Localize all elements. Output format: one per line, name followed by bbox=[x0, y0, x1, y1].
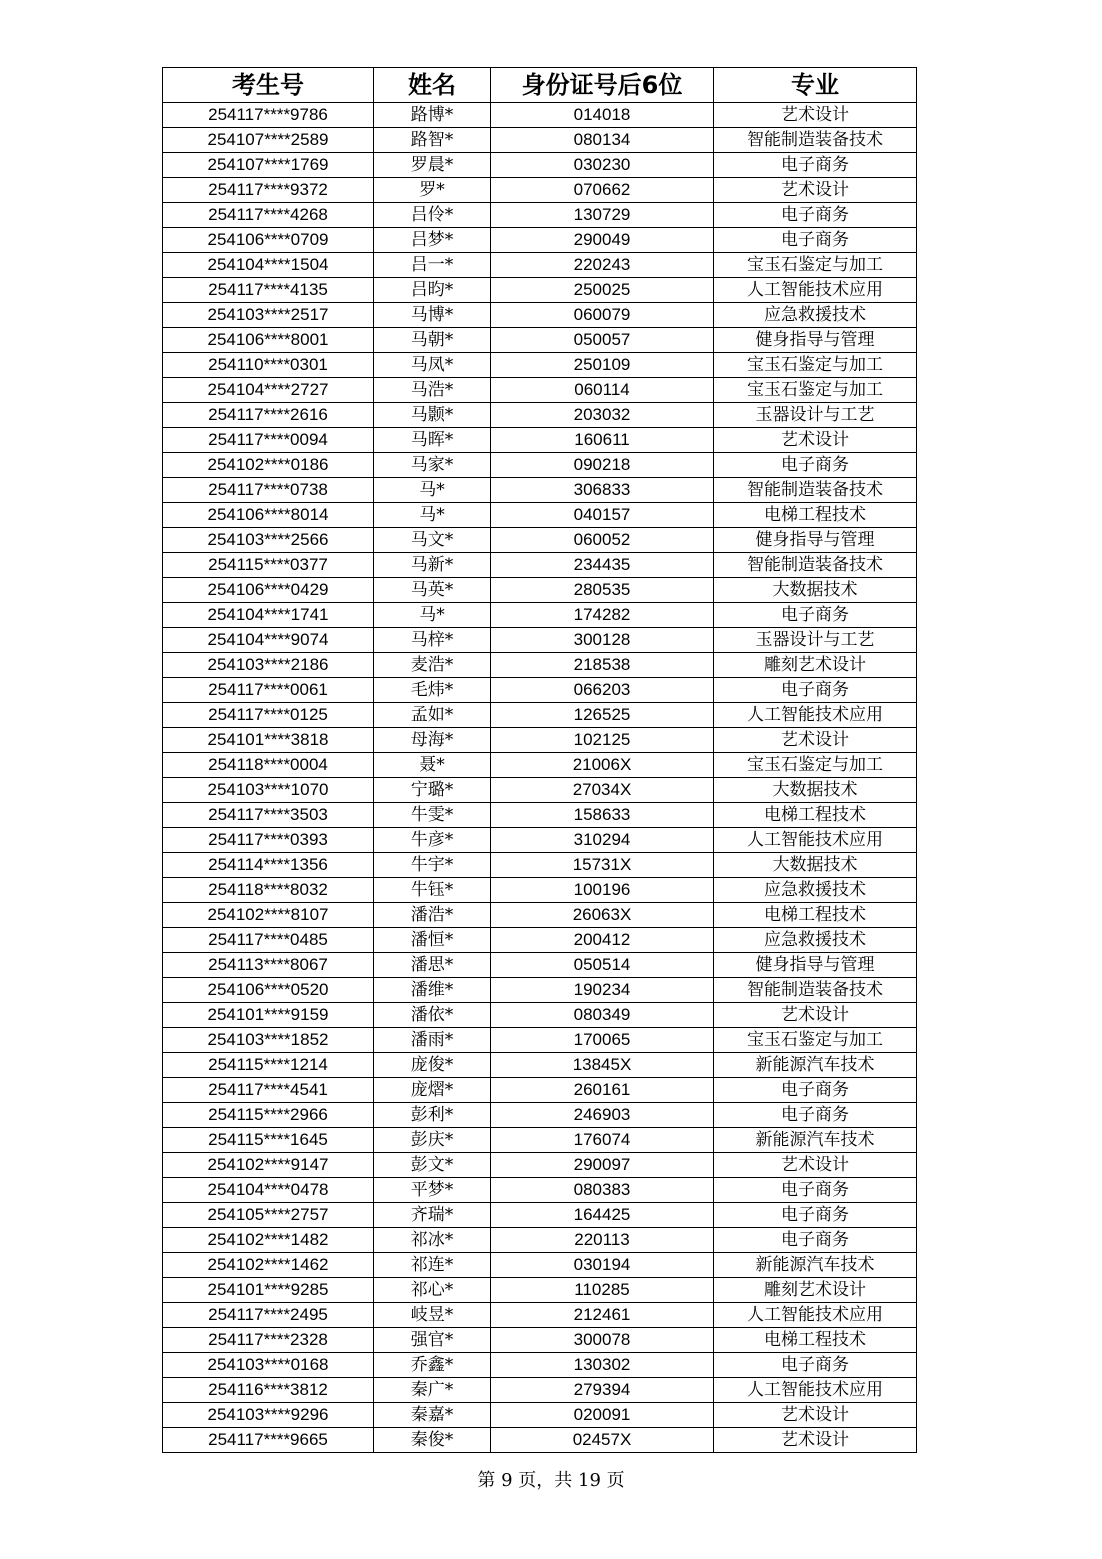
table-row bbox=[163, 653, 917, 678]
student-name-cell: 牛宇* bbox=[374, 853, 491, 878]
exam-number-cell: 254113****8067 bbox=[163, 953, 374, 978]
page-footer: 第 9 页，共 19 页 bbox=[477, 1470, 625, 1491]
table-row bbox=[163, 153, 917, 178]
student-name-cell: 秦嘉* bbox=[374, 1403, 491, 1428]
student-name-cell: 罗晨* bbox=[374, 153, 491, 178]
student-table bbox=[162, 67, 917, 1453]
student-name-cell: 毛炜* bbox=[374, 678, 491, 703]
exam-number-cell: 254103****1852 bbox=[163, 1028, 374, 1053]
table-row bbox=[163, 978, 917, 1003]
exam-number-cell: 254102****1482 bbox=[163, 1228, 374, 1253]
major-cell: 宝玉石鉴定与加工 bbox=[714, 378, 917, 403]
student-name-cell: 马文* bbox=[374, 528, 491, 553]
id-last6-cell: 21006X bbox=[491, 753, 714, 778]
exam-number-cell: 254117****2495 bbox=[163, 1303, 374, 1328]
major-cell: 玉器设计与工艺 bbox=[714, 403, 917, 428]
header-id-last6: 身份证号后6位 bbox=[491, 68, 714, 103]
student-name-cell: 路博* bbox=[374, 103, 491, 128]
id-last6-cell: 260161 bbox=[491, 1078, 714, 1103]
student-name-cell: 祁冰* bbox=[374, 1228, 491, 1253]
major-cell: 电子商务 bbox=[714, 1178, 917, 1203]
exam-number-cell: 254105****2757 bbox=[163, 1203, 374, 1228]
id-last6-cell: 014018 bbox=[491, 103, 714, 128]
table-row bbox=[163, 1353, 917, 1378]
table-row bbox=[163, 1328, 917, 1353]
table-row bbox=[163, 678, 917, 703]
student-name-cell: 马* bbox=[374, 503, 491, 528]
major-cell: 健身指导与管理 bbox=[714, 528, 917, 553]
header-major: 专业 bbox=[714, 68, 917, 103]
major-cell: 电子商务 bbox=[714, 228, 917, 253]
id-last6-cell: 246903 bbox=[491, 1103, 714, 1128]
student-name-cell: 母海* bbox=[374, 728, 491, 753]
exam-number-cell: 254117****3503 bbox=[163, 803, 374, 828]
table-row bbox=[163, 178, 917, 203]
id-last6-cell: 130729 bbox=[491, 203, 714, 228]
exam-number-cell: 254116****3812 bbox=[163, 1378, 374, 1403]
table-row bbox=[163, 1203, 917, 1228]
exam-number-cell: 254103****9296 bbox=[163, 1403, 374, 1428]
exam-number-cell: 254117****0094 bbox=[163, 428, 374, 453]
exam-number-cell: 254106****0520 bbox=[163, 978, 374, 1003]
id-last6-cell: 290097 bbox=[491, 1153, 714, 1178]
id-last6-cell: 174282 bbox=[491, 603, 714, 628]
major-cell: 人工智能技术应用 bbox=[714, 828, 917, 853]
student-name-cell: 潘维* bbox=[374, 978, 491, 1003]
id-last6-cell: 306833 bbox=[491, 478, 714, 503]
id-last6-cell: 13845X bbox=[491, 1053, 714, 1078]
student-name-cell: 彭利* bbox=[374, 1103, 491, 1128]
id-last6-cell: 080134 bbox=[491, 128, 714, 153]
exam-number-cell: 254117****4135 bbox=[163, 278, 374, 303]
id-last6-cell: 220243 bbox=[491, 253, 714, 278]
table-row bbox=[163, 428, 917, 453]
exam-number-cell: 254117****4268 bbox=[163, 203, 374, 228]
student-name-cell: 潘浩* bbox=[374, 903, 491, 928]
major-cell: 电梯工程技术 bbox=[714, 1328, 917, 1353]
major-cell: 人工智能技术应用 bbox=[714, 1303, 917, 1328]
table-row bbox=[163, 553, 917, 578]
exam-number-cell: 254117****0738 bbox=[163, 478, 374, 503]
exam-number-cell: 254102****9147 bbox=[163, 1153, 374, 1178]
exam-number-cell: 254103****0168 bbox=[163, 1353, 374, 1378]
student-name-cell: 庞俊* bbox=[374, 1053, 491, 1078]
exam-number-cell: 254107****1769 bbox=[163, 153, 374, 178]
table-row bbox=[163, 1428, 917, 1453]
id-last6-cell: 020091 bbox=[491, 1403, 714, 1428]
major-cell: 艺术设计 bbox=[714, 728, 917, 753]
id-last6-cell: 02457X bbox=[491, 1428, 714, 1453]
table-row bbox=[163, 1178, 917, 1203]
major-cell: 健身指导与管理 bbox=[714, 328, 917, 353]
exam-number-cell: 254107****2589 bbox=[163, 128, 374, 153]
exam-number-cell: 254102****0186 bbox=[163, 453, 374, 478]
exam-number-cell: 254104****0478 bbox=[163, 1178, 374, 1203]
id-last6-cell: 040157 bbox=[491, 503, 714, 528]
id-last6-cell: 130302 bbox=[491, 1353, 714, 1378]
major-cell: 人工智能技术应用 bbox=[714, 703, 917, 728]
table-row bbox=[163, 1253, 917, 1278]
id-last6-cell: 030230 bbox=[491, 153, 714, 178]
id-last6-cell: 176074 bbox=[491, 1128, 714, 1153]
major-cell: 玉器设计与工艺 bbox=[714, 628, 917, 653]
table-row bbox=[163, 928, 917, 953]
id-last6-cell: 090218 bbox=[491, 453, 714, 478]
table-row bbox=[163, 1153, 917, 1178]
exam-number-cell: 254117****0125 bbox=[163, 703, 374, 728]
student-name-cell: 马博* bbox=[374, 303, 491, 328]
table-row bbox=[163, 1078, 917, 1103]
major-cell: 雕刻艺术设计 bbox=[714, 1278, 917, 1303]
table-row bbox=[163, 103, 917, 128]
exam-number-cell: 254104****2727 bbox=[163, 378, 374, 403]
table-row bbox=[163, 1028, 917, 1053]
major-cell: 电子商务 bbox=[714, 153, 917, 178]
student-name-cell: 马梓* bbox=[374, 628, 491, 653]
major-cell: 艺术设计 bbox=[714, 1428, 917, 1453]
exam-number-cell: 254117****2616 bbox=[163, 403, 374, 428]
student-name-cell: 牛钰* bbox=[374, 878, 491, 903]
major-cell: 电梯工程技术 bbox=[714, 503, 917, 528]
student-name-cell: 马浩* bbox=[374, 378, 491, 403]
student-name-cell: 马* bbox=[374, 478, 491, 503]
table-row bbox=[163, 603, 917, 628]
header-exam-number: 考生号 bbox=[163, 68, 374, 103]
major-cell: 新能源汽车技术 bbox=[714, 1253, 917, 1278]
exam-number-cell: 254104****9074 bbox=[163, 628, 374, 653]
exam-number-cell: 254101****3818 bbox=[163, 728, 374, 753]
major-cell: 人工智能技术应用 bbox=[714, 1378, 917, 1403]
student-name-cell: 彭庆* bbox=[374, 1128, 491, 1153]
table-row bbox=[163, 828, 917, 853]
student-name-cell: 牛雯* bbox=[374, 803, 491, 828]
table-row bbox=[163, 1378, 917, 1403]
major-cell: 艺术设计 bbox=[714, 178, 917, 203]
table-row bbox=[163, 353, 917, 378]
exam-number-cell: 254114****1356 bbox=[163, 853, 374, 878]
major-cell: 大数据技术 bbox=[714, 778, 917, 803]
major-cell: 艺术设计 bbox=[714, 1153, 917, 1178]
id-last6-cell: 080349 bbox=[491, 1003, 714, 1028]
exam-number-cell: 254118****8032 bbox=[163, 878, 374, 903]
student-name-cell: 潘雨* bbox=[374, 1028, 491, 1053]
table-header-row bbox=[163, 68, 917, 103]
table-row bbox=[163, 1228, 917, 1253]
exam-number-cell: 254106****0429 bbox=[163, 578, 374, 603]
exam-number-cell: 254103****2517 bbox=[163, 303, 374, 328]
student-name-cell: 乔鑫* bbox=[374, 1353, 491, 1378]
table-row bbox=[163, 378, 917, 403]
id-last6-cell: 220113 bbox=[491, 1228, 714, 1253]
major-cell: 宝玉石鉴定与加工 bbox=[714, 753, 917, 778]
id-last6-cell: 203032 bbox=[491, 403, 714, 428]
table-row bbox=[163, 203, 917, 228]
student-name-cell: 马英* bbox=[374, 578, 491, 603]
student-name-cell: 马家* bbox=[374, 453, 491, 478]
table-row bbox=[163, 753, 917, 778]
header-name: 姓名 bbox=[374, 68, 491, 103]
student-name-cell: 秦广* bbox=[374, 1378, 491, 1403]
table-row bbox=[163, 278, 917, 303]
id-last6-cell: 060052 bbox=[491, 528, 714, 553]
student-name-cell: 马凤* bbox=[374, 353, 491, 378]
id-last6-cell: 100196 bbox=[491, 878, 714, 903]
table-row bbox=[163, 328, 917, 353]
student-name-cell: 罗* bbox=[374, 178, 491, 203]
table-row bbox=[163, 1303, 917, 1328]
id-last6-cell: 300078 bbox=[491, 1328, 714, 1353]
major-cell: 新能源汽车技术 bbox=[714, 1053, 917, 1078]
id-last6-cell: 26063X bbox=[491, 903, 714, 928]
id-last6-cell: 15731X bbox=[491, 853, 714, 878]
major-cell: 宝玉石鉴定与加工 bbox=[714, 353, 917, 378]
id-last6-cell: 102125 bbox=[491, 728, 714, 753]
table-row bbox=[163, 903, 917, 928]
table-row bbox=[163, 403, 917, 428]
student-name-cell: 吕一* bbox=[374, 253, 491, 278]
id-last6-cell: 218538 bbox=[491, 653, 714, 678]
student-name-cell: 岐昱* bbox=[374, 1303, 491, 1328]
student-name-cell: 潘依* bbox=[374, 1003, 491, 1028]
student-name-cell: 吕梦* bbox=[374, 228, 491, 253]
major-cell: 电子商务 bbox=[714, 203, 917, 228]
id-last6-cell: 290049 bbox=[491, 228, 714, 253]
major-cell: 电子商务 bbox=[714, 1203, 917, 1228]
id-last6-cell: 070662 bbox=[491, 178, 714, 203]
table-row bbox=[163, 703, 917, 728]
student-name-cell: 吕昀* bbox=[374, 278, 491, 303]
id-last6-cell: 27034X bbox=[491, 778, 714, 803]
exam-number-cell: 254115****0377 bbox=[163, 553, 374, 578]
major-cell: 电子商务 bbox=[714, 678, 917, 703]
id-last6-cell: 066203 bbox=[491, 678, 714, 703]
major-cell: 应急救援技术 bbox=[714, 303, 917, 328]
major-cell: 健身指导与管理 bbox=[714, 953, 917, 978]
id-last6-cell: 060114 bbox=[491, 378, 714, 403]
id-last6-cell: 060079 bbox=[491, 303, 714, 328]
major-cell: 电子商务 bbox=[714, 603, 917, 628]
major-cell: 大数据技术 bbox=[714, 578, 917, 603]
exam-number-cell: 254101****9285 bbox=[163, 1278, 374, 1303]
major-cell: 雕刻艺术设计 bbox=[714, 653, 917, 678]
id-last6-cell: 164425 bbox=[491, 1203, 714, 1228]
id-last6-cell: 170065 bbox=[491, 1028, 714, 1053]
id-last6-cell: 160611 bbox=[491, 428, 714, 453]
id-last6-cell: 310294 bbox=[491, 828, 714, 853]
exam-number-cell: 254102****1462 bbox=[163, 1253, 374, 1278]
major-cell: 电子商务 bbox=[714, 1228, 917, 1253]
major-cell: 电梯工程技术 bbox=[714, 803, 917, 828]
exam-number-cell: 254115****2966 bbox=[163, 1103, 374, 1128]
student-name-cell: 庞熠* bbox=[374, 1078, 491, 1103]
exam-number-cell: 254110****0301 bbox=[163, 353, 374, 378]
id-last6-cell: 250109 bbox=[491, 353, 714, 378]
student-name-cell: 马* bbox=[374, 603, 491, 628]
student-name-cell: 牛彦* bbox=[374, 828, 491, 853]
student-name-cell: 马晖* bbox=[374, 428, 491, 453]
major-cell: 应急救援技术 bbox=[714, 878, 917, 903]
student-name-cell: 彭文* bbox=[374, 1153, 491, 1178]
table-row bbox=[163, 1128, 917, 1153]
table-row bbox=[163, 1278, 917, 1303]
student-name-cell: 平梦* bbox=[374, 1178, 491, 1203]
major-cell: 智能制造装备技术 bbox=[714, 128, 917, 153]
student-name-cell: 强官* bbox=[374, 1328, 491, 1353]
exam-number-cell: 254106****0709 bbox=[163, 228, 374, 253]
id-last6-cell: 200412 bbox=[491, 928, 714, 953]
major-cell: 电子商务 bbox=[714, 1103, 917, 1128]
major-cell: 宝玉石鉴定与加工 bbox=[714, 253, 917, 278]
id-last6-cell: 300128 bbox=[491, 628, 714, 653]
major-cell: 电子商务 bbox=[714, 1078, 917, 1103]
table-row bbox=[163, 1053, 917, 1078]
table-row bbox=[163, 953, 917, 978]
exam-number-cell: 254117****2328 bbox=[163, 1328, 374, 1353]
table-row bbox=[163, 503, 917, 528]
student-name-cell: 祁连* bbox=[374, 1253, 491, 1278]
id-last6-cell: 050057 bbox=[491, 328, 714, 353]
major-cell: 艺术设计 bbox=[714, 103, 917, 128]
exam-number-cell: 254117****4541 bbox=[163, 1078, 374, 1103]
exam-number-cell: 254117****9786 bbox=[163, 103, 374, 128]
student-name-cell: 宁璐* bbox=[374, 778, 491, 803]
major-cell: 宝玉石鉴定与加工 bbox=[714, 1028, 917, 1053]
exam-number-cell: 254103****2186 bbox=[163, 653, 374, 678]
exam-number-cell: 254117****0485 bbox=[163, 928, 374, 953]
student-name-cell: 祁心* bbox=[374, 1278, 491, 1303]
id-last6-cell: 280535 bbox=[491, 578, 714, 603]
id-last6-cell: 030194 bbox=[491, 1253, 714, 1278]
student-name-cell: 路智* bbox=[374, 128, 491, 153]
table-row bbox=[163, 578, 917, 603]
table-row bbox=[163, 1003, 917, 1028]
major-cell: 艺术设计 bbox=[714, 1003, 917, 1028]
exam-number-cell: 254101****9159 bbox=[163, 1003, 374, 1028]
table-row bbox=[163, 228, 917, 253]
table-row bbox=[163, 853, 917, 878]
table-row bbox=[163, 728, 917, 753]
id-last6-cell: 190234 bbox=[491, 978, 714, 1003]
id-last6-cell: 234435 bbox=[491, 553, 714, 578]
major-cell: 电子商务 bbox=[714, 453, 917, 478]
student-name-cell: 马朝* bbox=[374, 328, 491, 353]
exam-number-cell: 254104****1741 bbox=[163, 603, 374, 628]
student-name-cell: 马颢* bbox=[374, 403, 491, 428]
id-last6-cell: 110285 bbox=[491, 1278, 714, 1303]
major-cell: 艺术设计 bbox=[714, 428, 917, 453]
student-name-cell: 麦浩* bbox=[374, 653, 491, 678]
table-row bbox=[163, 803, 917, 828]
major-cell: 大数据技术 bbox=[714, 853, 917, 878]
id-last6-cell: 279394 bbox=[491, 1378, 714, 1403]
exam-number-cell: 254117****0061 bbox=[163, 678, 374, 703]
major-cell: 电梯工程技术 bbox=[714, 903, 917, 928]
student-name-cell: 马新* bbox=[374, 553, 491, 578]
student-name-cell: 聂* bbox=[374, 753, 491, 778]
table-row bbox=[163, 528, 917, 553]
table-row bbox=[163, 1103, 917, 1128]
exam-number-cell: 254115****1645 bbox=[163, 1128, 374, 1153]
major-cell: 智能制造装备技术 bbox=[714, 478, 917, 503]
student-name-cell: 吕伶* bbox=[374, 203, 491, 228]
table-row bbox=[163, 878, 917, 903]
table-row bbox=[163, 128, 917, 153]
table-body bbox=[163, 103, 917, 1453]
major-cell: 电子商务 bbox=[714, 1353, 917, 1378]
major-cell: 人工智能技术应用 bbox=[714, 278, 917, 303]
student-name-cell: 孟如* bbox=[374, 703, 491, 728]
major-cell: 智能制造装备技术 bbox=[714, 553, 917, 578]
student-name-cell: 潘思* bbox=[374, 953, 491, 978]
exam-number-cell: 254103****1070 bbox=[163, 778, 374, 803]
table-row bbox=[163, 628, 917, 653]
exam-number-cell: 254117****0393 bbox=[163, 828, 374, 853]
major-cell: 艺术设计 bbox=[714, 1403, 917, 1428]
table-row bbox=[163, 253, 917, 278]
table-row bbox=[163, 1403, 917, 1428]
exam-number-cell: 254117****9665 bbox=[163, 1428, 374, 1453]
table-row bbox=[163, 478, 917, 503]
id-last6-cell: 250025 bbox=[491, 278, 714, 303]
student-name-cell: 潘恒* bbox=[374, 928, 491, 953]
table-row bbox=[163, 303, 917, 328]
exam-number-cell: 254118****0004 bbox=[163, 753, 374, 778]
exam-number-cell: 254102****8107 bbox=[163, 903, 374, 928]
exam-number-cell: 254106****8014 bbox=[163, 503, 374, 528]
exam-number-cell: 254103****2566 bbox=[163, 528, 374, 553]
exam-number-cell: 254117****9372 bbox=[163, 178, 374, 203]
exam-number-cell: 254106****8001 bbox=[163, 328, 374, 353]
major-cell: 智能制造装备技术 bbox=[714, 978, 917, 1003]
student-name-cell: 齐瑞* bbox=[374, 1203, 491, 1228]
id-last6-cell: 050514 bbox=[491, 953, 714, 978]
table-row bbox=[163, 453, 917, 478]
id-last6-cell: 212461 bbox=[491, 1303, 714, 1328]
exam-number-cell: 254115****1214 bbox=[163, 1053, 374, 1078]
table-row bbox=[163, 778, 917, 803]
student-name-cell: 秦俊* bbox=[374, 1428, 491, 1453]
exam-number-cell: 254104****1504 bbox=[163, 253, 374, 278]
id-last6-cell: 126525 bbox=[491, 703, 714, 728]
id-last6-cell: 080383 bbox=[491, 1178, 714, 1203]
id-last6-cell: 158633 bbox=[491, 803, 714, 828]
major-cell: 应急救援技术 bbox=[714, 928, 917, 953]
major-cell: 新能源汽车技术 bbox=[714, 1128, 917, 1153]
